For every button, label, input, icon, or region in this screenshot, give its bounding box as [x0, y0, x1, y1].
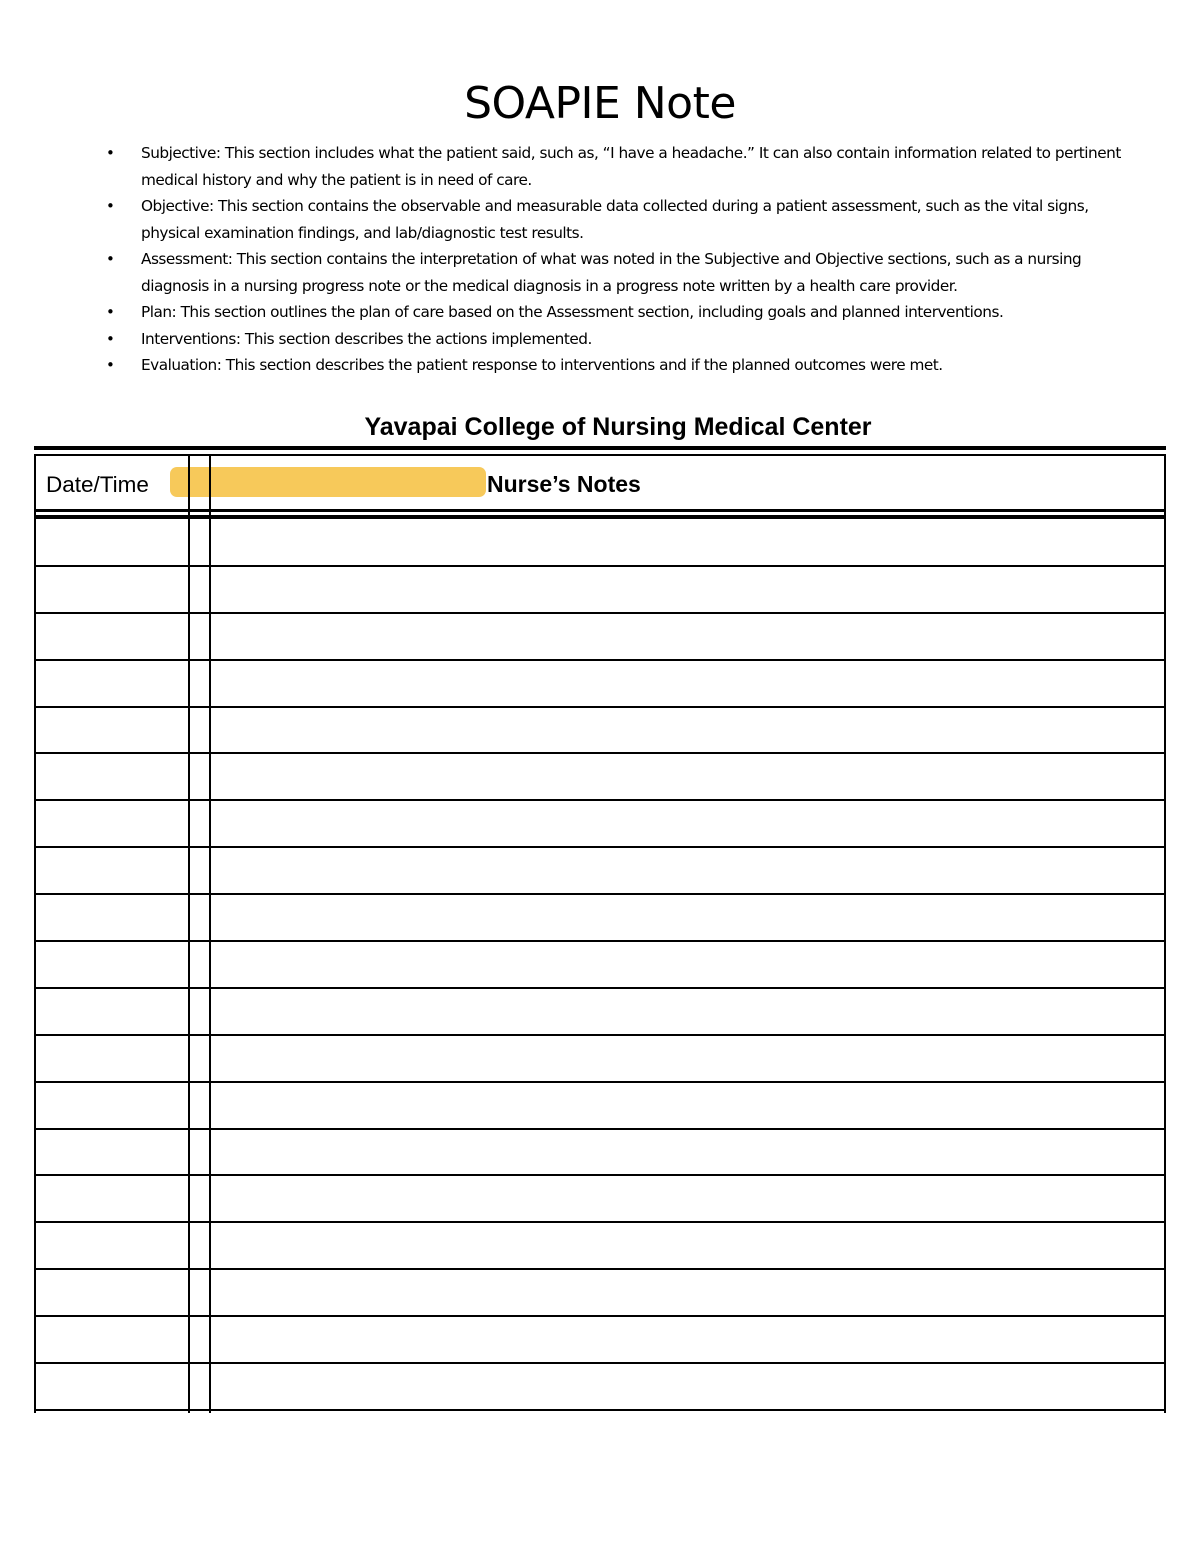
note-row: [34, 1176, 1166, 1223]
date-time-cell[interactable]: [36, 614, 188, 659]
nurse-note-cell[interactable]: [211, 1364, 1164, 1409]
note-row: [34, 1036, 1166, 1083]
soapie-definitions-list: [100, 140, 1140, 379]
date-time-cell[interactable]: [36, 848, 188, 893]
soapie-description: This section outlines the plan of care based on the Assessment section, including goals and planned interventions.: [176, 303, 1004, 321]
nurse-note-cell[interactable]: [211, 754, 1164, 799]
date-time-cell[interactable]: [36, 661, 188, 706]
date-time-cell[interactable]: [36, 754, 188, 799]
nurses-notes-column-header: Nurse’s Notes: [487, 471, 641, 497]
soapie-item: [100, 140, 1140, 193]
soapie-term: Plan:: [141, 303, 177, 321]
soapie-term: Objective:: [141, 197, 214, 215]
bullet-icon: •: [106, 329, 115, 348]
date-time-cell[interactable]: [36, 1130, 188, 1175]
note-rows: [34, 520, 1166, 1411]
date-time-cell[interactable]: [36, 989, 188, 1034]
header-rule-thick: [34, 515, 1166, 519]
soapie-description: This section describes the actions implemented.: [240, 329, 592, 348]
note-row: [34, 895, 1166, 942]
note-row: [34, 708, 1166, 755]
nurse-note-cell[interactable]: [211, 1176, 1164, 1221]
form-header-row: [34, 454, 1166, 509]
note-row: [34, 567, 1166, 614]
note-row: [34, 661, 1166, 708]
nurse-note-cell[interactable]: [211, 801, 1164, 846]
soapie-item: [100, 246, 1140, 299]
note-row: [34, 1083, 1166, 1130]
date-time-cell[interactable]: [36, 1270, 188, 1315]
note-row: [34, 942, 1166, 989]
note-row: [34, 614, 1166, 661]
date-time-cell[interactable]: [36, 1317, 188, 1362]
date-time-cell[interactable]: [36, 520, 188, 565]
date-time-cell[interactable]: [36, 942, 188, 987]
note-row: [34, 1317, 1166, 1364]
soapie-term: Subjective:: [141, 144, 221, 162]
nurse-note-cell[interactable]: [211, 661, 1164, 706]
note-row: [34, 801, 1166, 848]
nurse-note-cell[interactable]: [211, 942, 1164, 987]
bullet-icon: •: [106, 356, 115, 374]
soapie-description: This section describes the patient response to interventions and if the planned outcomes were met.: [221, 356, 943, 374]
nurse-note-cell[interactable]: [211, 1036, 1164, 1081]
page-title: SOAPIE Note: [464, 78, 736, 129]
date-time-cell[interactable]: [36, 1036, 188, 1081]
date-time-cell[interactable]: [36, 1083, 188, 1128]
date-time-cell[interactable]: [36, 801, 188, 846]
soapie-term: Interventions:: [141, 329, 241, 348]
note-row: [34, 520, 1166, 567]
soapie-item: [100, 193, 1140, 246]
organization-title: Yavapai College of Nursing Medical Center: [364, 413, 872, 441]
nurse-note-cell[interactable]: [211, 895, 1164, 940]
nurse-note-cell[interactable]: [211, 614, 1164, 659]
bullet-icon: •: [106, 197, 115, 215]
bullet-icon: •: [106, 250, 115, 268]
date-time-cell[interactable]: [36, 1223, 188, 1268]
soapie-term: Evaluation:: [141, 356, 222, 374]
date-time-cell[interactable]: [36, 1176, 188, 1221]
nurse-note-cell[interactable]: [211, 708, 1164, 753]
soapie-description: This section includes what the patient said, such as, “I have a headache.” It can also contain information related to pertinent medical history and why the patient is in need of care.: [141, 144, 1121, 189]
top-double-rule-thick: [34, 446, 1166, 450]
note-row: [34, 1270, 1166, 1317]
nurse-note-cell[interactable]: [211, 1130, 1164, 1175]
date-time-cell[interactable]: [36, 895, 188, 940]
header-rule-thin: [34, 509, 1166, 512]
nurse-note-cell[interactable]: [211, 989, 1164, 1034]
soapie-item: [100, 352, 1140, 379]
nurse-note-cell[interactable]: [211, 1270, 1164, 1315]
header-highlight: [170, 467, 486, 497]
note-row: [34, 1223, 1166, 1270]
date-time-cell[interactable]: [36, 1364, 188, 1409]
nurse-note-cell[interactable]: [211, 520, 1164, 565]
note-row: [34, 848, 1166, 895]
soapie-term: Assessment:: [141, 250, 233, 268]
soapie-description: This section contains the observable and measurable data collected during a patient assessment, such as the vital signs, physical examination findings, and lab/diagnostic test results.: [141, 197, 1089, 242]
nurse-note-cell[interactable]: [211, 567, 1164, 612]
soapie-item: [100, 326, 1140, 353]
note-row: [34, 1364, 1166, 1411]
soapie-item: [100, 299, 1140, 326]
note-row: [34, 754, 1166, 801]
note-row: [34, 1130, 1166, 1177]
soapie-description: This section contains the interpretation of what was noted in the Subjective and Objective sections, such as a nursing diagnosis in a nursing progress note or the medical diagnosis in a progress note written by a health care provider.: [141, 250, 1082, 295]
nurse-note-cell[interactable]: [211, 848, 1164, 893]
date-time-cell[interactable]: [36, 567, 188, 612]
bullet-icon: •: [106, 303, 115, 321]
nurse-note-cell[interactable]: [211, 1083, 1164, 1128]
date-time-column-header: Date/Time: [46, 472, 149, 497]
bullet-icon: •: [106, 144, 115, 162]
date-time-cell[interactable]: [36, 708, 188, 753]
nurse-note-cell[interactable]: [211, 1317, 1164, 1362]
nurse-note-cell[interactable]: [211, 1223, 1164, 1268]
note-row: [34, 989, 1166, 1036]
nurse-notes-form: [34, 446, 1166, 1413]
